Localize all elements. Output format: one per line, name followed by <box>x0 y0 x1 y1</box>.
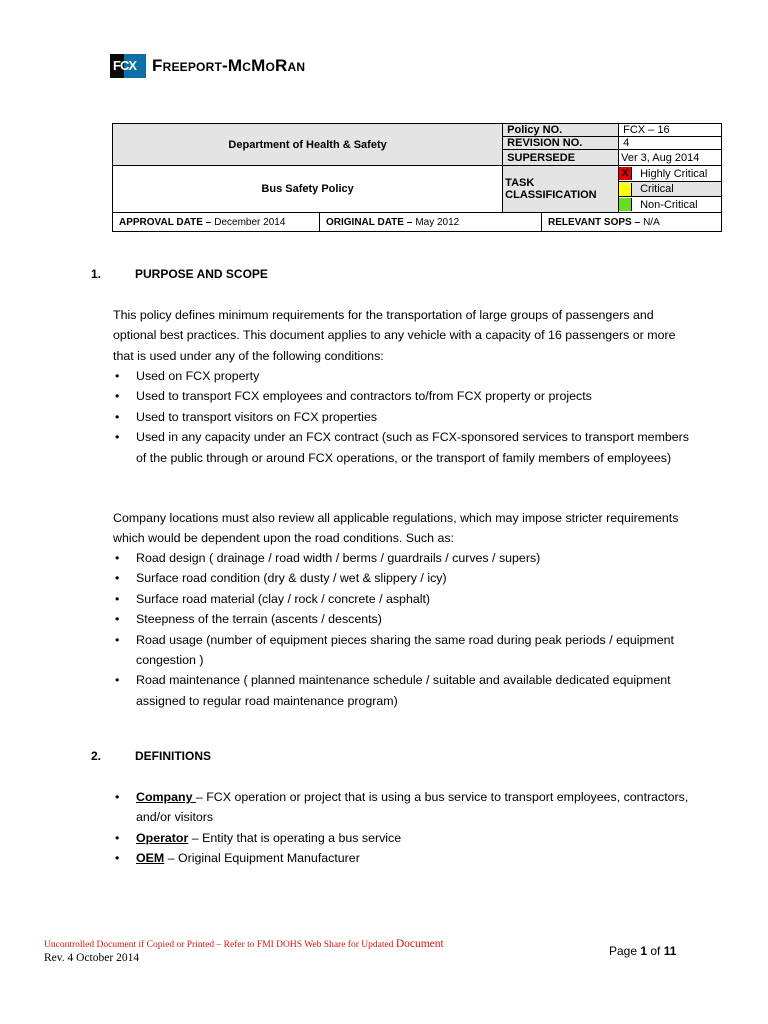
critical-label: Critical <box>640 183 674 195</box>
classification-non-critical <box>619 197 721 212</box>
company-logo <box>110 54 305 78</box>
supersede-value <box>619 150 722 166</box>
definition-oem: • OEM – Original Equipment Manufacturer <box>113 848 693 868</box>
list-item: • Used to transport FCX employees and contractors to/from FCX property or projects <box>113 386 693 406</box>
highly-critical-marker: X <box>619 167 632 180</box>
dates-row <box>112 213 722 232</box>
revision-value: 4 <box>619 137 722 150</box>
list-item: • Used in any capacity under an FCX contract (such as FCX-sponsored services to transport members of the public through or around FCX operations, or the transport of family members of employees) <box>113 427 693 468</box>
list-item: • Surface road material (clay / rock / concrete / asphalt) <box>113 589 693 609</box>
policy-no-value: FCX – 16 <box>619 124 722 137</box>
supersede-text: Ver 3, Aug 2014 <box>621 151 700 164</box>
purpose-intro: This policy defines minimum requirements for the transportation of large groups of passengers and optional best practices. This document applies to any vehicle with a capacity of 16 passengers or more that is used under any of the following conditions: <box>113 308 676 363</box>
scope-conditions-list <box>113 366 693 468</box>
non-critical-marker <box>619 198 632 211</box>
relevant-sops: RELEVANT SOPS – N/A <box>548 216 660 228</box>
critical-marker <box>619 183 632 196</box>
definition-company: • Company – FCX operation or project that is using a bus service to transport employees, contractors, and/or visitors <box>113 787 693 828</box>
policy-header-table <box>112 123 722 213</box>
regulations-paragraph: Company locations must also review all applicable regulations, which may impose stricter requirements which would be dependent upon the road conditions. Such as: <box>113 511 679 546</box>
classification-critical <box>619 182 721 197</box>
list-item: • Used on FCX property <box>113 366 693 386</box>
department-title: Department of Health & Safety <box>113 124 503 166</box>
highly-critical-label: Highly Critical <box>640 167 708 180</box>
page-number: Page 1 of 11 <box>609 944 677 958</box>
list-item: • Road maintenance ( planned maintenance schedule / suitable and available dedicated equipment assigned to regular road maintenance program) <box>113 670 693 711</box>
list-item: • Steepness of the terrain (ascents / descents) <box>113 609 693 629</box>
policy-title: Bus Safety Policy <box>113 166 503 213</box>
list-item: • Surface road condition (dry & dusty / wet & slippery / icy) <box>113 568 693 588</box>
non-critical-label: Non-Critical <box>640 198 698 211</box>
classification-list <box>619 166 722 213</box>
list-item: • Road usage (number of equipment pieces sharing the same road during peak periods / equipment congestion ) <box>113 630 693 671</box>
revision-footer: Rev. 4 October 2014 <box>44 952 140 964</box>
definitions-list <box>113 787 693 869</box>
definition-operator: • Operator – Entity that is operating a bus service <box>113 828 693 848</box>
policy-no-label: Policy NO. <box>503 124 619 137</box>
fcx-logo-icon: FCX <box>110 54 146 78</box>
uncontrolled-notice: Uncontrolled Document if Copied or Printed – Refer to FMI DOHS Web Share for Updated Document <box>44 938 444 950</box>
task-classification-label: TASK CLASSIFICATION <box>503 166 619 213</box>
supersede-label: SUPERSEDE <box>503 150 619 166</box>
revision-label: REVISION NO. <box>503 137 619 150</box>
list-item: • Used to transport visitors on FCX properties <box>113 407 693 427</box>
road-conditions-list <box>113 548 693 711</box>
original-date: ORIGINAL DATE – May 2012 <box>320 213 542 231</box>
approval-date: APPROVAL DATE – December 2014 <box>113 213 320 231</box>
company-name: Freeport-McMoRan <box>152 56 306 75</box>
list-item: • Road design ( drainage / road width / berms / guardrails / curves / supers) <box>113 548 693 568</box>
classification-highly-critical <box>619 166 721 182</box>
